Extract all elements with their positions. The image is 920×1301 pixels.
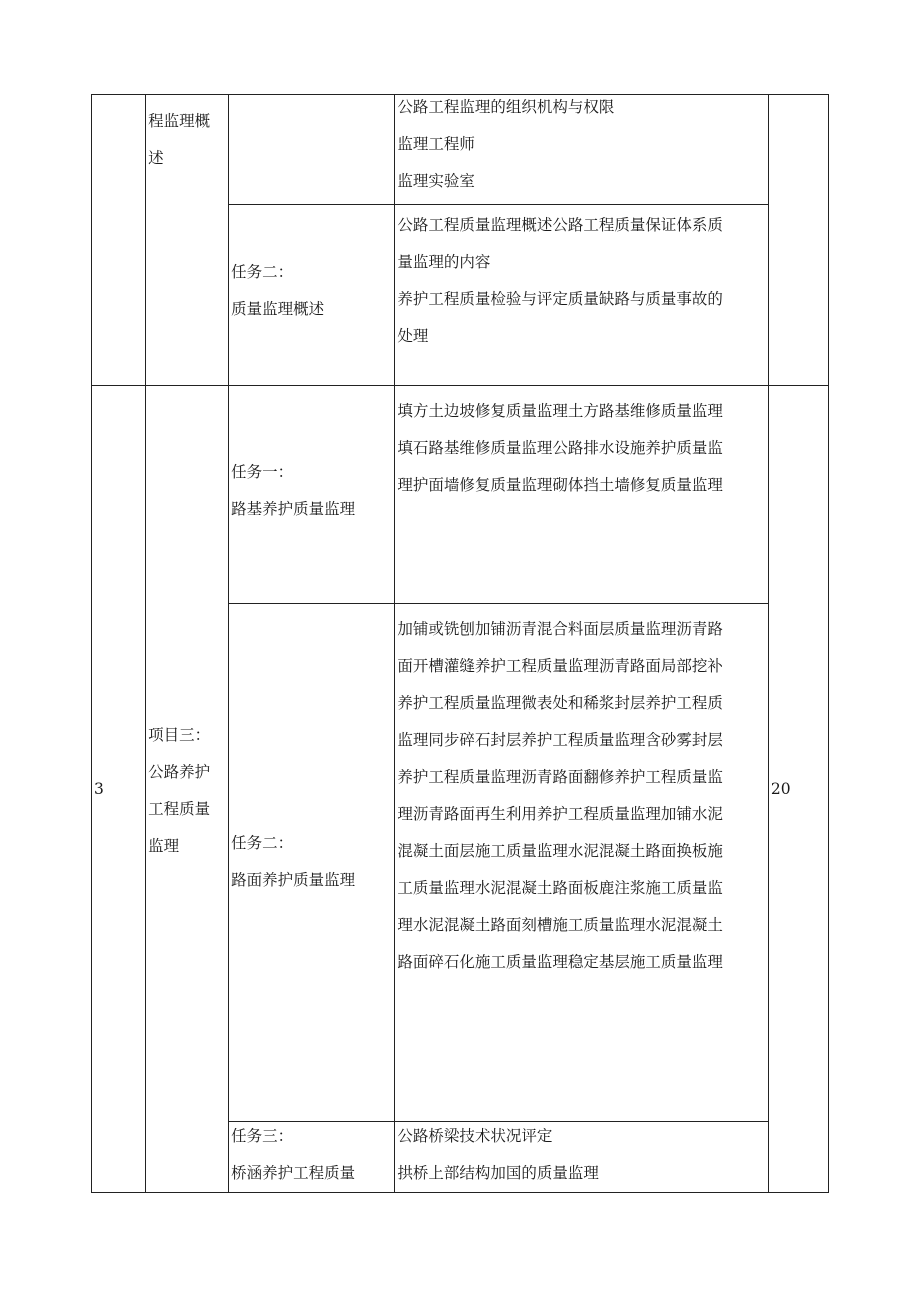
task-name: 路面养护质量监理	[231, 870, 356, 889]
curriculum-table	[91, 94, 829, 1193]
project-name-line: 监理	[148, 837, 180, 855]
table-row	[92, 386, 829, 604]
content-line: 理沥青路面再生利用养护工程质量监理加铺水泥	[397, 805, 723, 823]
task-cell	[229, 95, 395, 205]
task-label: 任务一：	[231, 462, 294, 481]
content-cell	[395, 604, 769, 1122]
project-name-line: 述	[148, 149, 164, 167]
content-line: 面开槽灌缝养护工程质量监理沥青路面局部挖补	[397, 657, 723, 675]
content-line: 监理同步碎石封层养护工程质量监理含砂雾封层	[397, 731, 723, 749]
content-line: 理护面墙修复质量监理砌体挡土墙修复质量监理	[397, 476, 723, 494]
content-line: 加铺或铣刨加铺沥青混合料面层质量监理沥青路	[397, 620, 723, 638]
content-line: 监理实验室	[397, 172, 475, 190]
content-cell	[395, 95, 769, 205]
content-line: 混凝土面层施工质量监理水泥混凝土路面换板施	[397, 842, 723, 860]
content-line: 量监理的内容	[397, 253, 491, 271]
content-line: 公路工程质量监理概述公路工程质量保证体系质	[397, 216, 723, 234]
project-cell	[146, 95, 229, 386]
content-cell	[395, 205, 769, 386]
task-label: 任务二：	[231, 833, 294, 852]
content-line: 处理	[397, 327, 429, 345]
project-cell	[146, 386, 229, 1193]
hours-cell	[768, 95, 828, 386]
content-line: 公路桥梁技术状况评定	[397, 1127, 553, 1145]
content-line: 拱桥上部结构加国的质量监理	[397, 1164, 599, 1182]
task-cell	[229, 1122, 395, 1193]
task-name: 路基养护质量监理	[231, 499, 356, 518]
item-number: 3	[94, 779, 104, 798]
project-name-line: 工程质量	[148, 800, 211, 818]
content-line: 养护工程质量检验与评定质量缺路与质量事故的	[397, 290, 723, 308]
project-name-line: 程监理概	[148, 112, 211, 130]
content-cell	[395, 1122, 769, 1193]
project-name-line: 项目三：	[148, 726, 211, 744]
task-name: 桥涵养护工程质量	[231, 1164, 356, 1182]
content-line: 路面碎石化施工质量监理稳定基层施工质量监理	[397, 953, 723, 971]
number-cell	[92, 386, 146, 1193]
content-line: 填石路基维修质量监理公路排水设施养护质量监	[397, 439, 723, 457]
table-row	[92, 95, 829, 205]
task-label: 任务三：	[231, 1127, 294, 1145]
task-label: 任务二：	[231, 263, 294, 281]
content-line: 工质量监理水泥混凝土路面板鹿注浆施工质量监	[397, 879, 723, 897]
content-line: 理水泥混凝土路面刻槽施工质量监理水泥混凝土	[397, 916, 723, 934]
hours-value: 20	[770, 779, 791, 798]
content-line: 养护工程质量监理微表处和稀浆封层养护工程质	[397, 694, 723, 712]
task-cell	[229, 386, 395, 604]
number-cell	[92, 95, 146, 386]
content-line: 养护工程质量监理沥青路面翻修养护工程质量监	[397, 768, 723, 786]
content-line: 填方土边坡修复质量监理土方路基维修质量监理	[397, 402, 723, 420]
hours-cell	[768, 386, 828, 1193]
content-cell	[395, 386, 769, 604]
project-name-line: 公路养护	[148, 763, 211, 781]
task-cell	[229, 205, 395, 386]
content-line: 公路工程监理的组织机构与权限	[397, 98, 615, 116]
content-line: 监理工程师	[397, 135, 475, 153]
task-cell	[229, 604, 395, 1122]
task-name: 质量监理概述	[231, 300, 325, 318]
